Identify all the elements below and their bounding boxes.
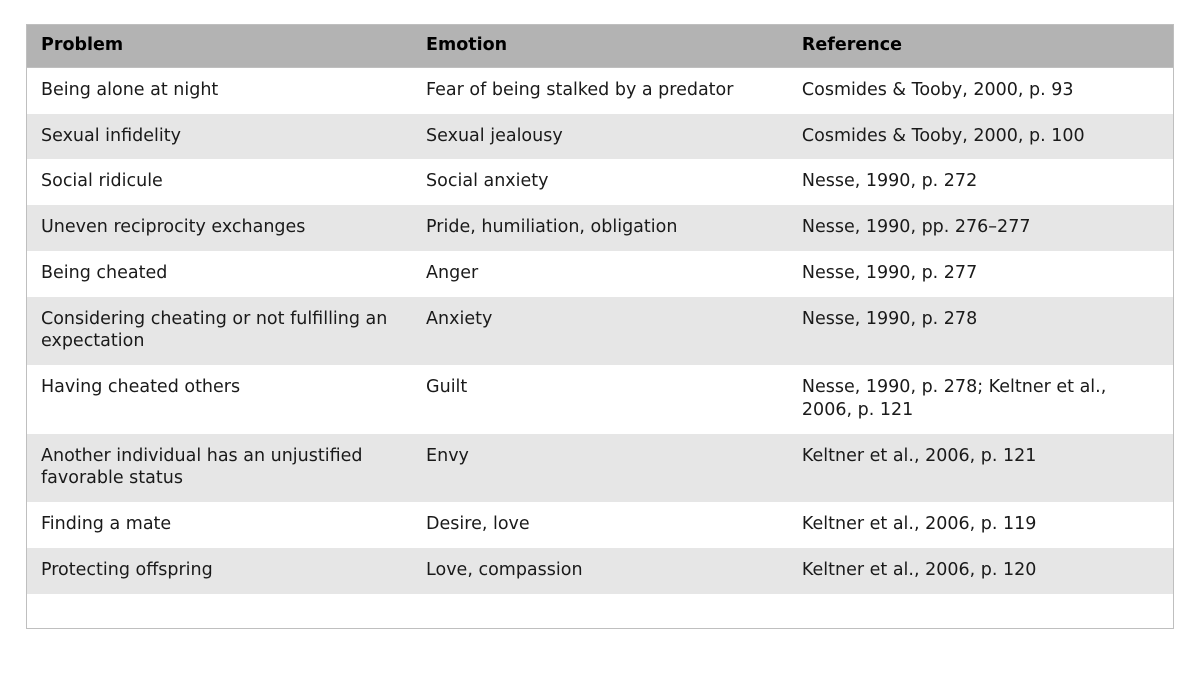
table-row bbox=[27, 548, 1173, 594]
cell-reference: Nesse, 1990, p. 272 bbox=[788, 159, 1173, 205]
column-header-emotion: Emotion bbox=[412, 25, 788, 67]
cell-reference: Nesse, 1990, p. 277 bbox=[788, 251, 1173, 297]
cell-reference: Cosmides & Tooby, 2000, p. 100 bbox=[788, 114, 1173, 160]
data-table bbox=[27, 25, 1173, 594]
cell-reference: Keltner et al., 2006, p. 121 bbox=[788, 434, 1173, 503]
cell-emotion: Social anxiety bbox=[412, 159, 788, 205]
cell-emotion: Pride, humiliation, obligation bbox=[412, 205, 788, 251]
cell-problem: Considering cheating or not fulfilling an expectation bbox=[27, 297, 412, 366]
table-row bbox=[27, 502, 1173, 548]
table-header-row bbox=[27, 25, 1173, 67]
cell-emotion: Sexual jealousy bbox=[412, 114, 788, 160]
table-footer-spacer bbox=[27, 594, 1173, 628]
cell-reference: Nesse, 1990, p. 278 bbox=[788, 297, 1173, 366]
column-header-problem: Problem bbox=[27, 25, 412, 67]
cell-emotion: Desire, love bbox=[412, 502, 788, 548]
cell-emotion: Envy bbox=[412, 434, 788, 503]
cell-reference: Nesse, 1990, pp. 276–277 bbox=[788, 205, 1173, 251]
table-row bbox=[27, 434, 1173, 503]
table-header bbox=[27, 25, 1173, 67]
cell-reference: Cosmides & Tooby, 2000, p. 93 bbox=[788, 67, 1173, 113]
table-row bbox=[27, 67, 1173, 113]
cell-problem: Social ridicule bbox=[27, 159, 412, 205]
table-row bbox=[27, 114, 1173, 160]
cell-problem: Being cheated bbox=[27, 251, 412, 297]
cell-problem: Finding a mate bbox=[27, 502, 412, 548]
cell-emotion: Love, compassion bbox=[412, 548, 788, 594]
cell-emotion: Anger bbox=[412, 251, 788, 297]
cell-emotion: Guilt bbox=[412, 365, 788, 434]
cell-reference: Keltner et al., 2006, p. 120 bbox=[788, 548, 1173, 594]
cell-emotion: Fear of being stalked by a predator bbox=[412, 67, 788, 113]
cell-problem: Another individual has an unjustified favorable status bbox=[27, 434, 412, 503]
problem-emotion-reference-table bbox=[26, 24, 1174, 629]
table-row bbox=[27, 297, 1173, 366]
table-row bbox=[27, 159, 1173, 205]
cell-emotion: Anxiety bbox=[412, 297, 788, 366]
table-row bbox=[27, 365, 1173, 434]
cell-reference: Nesse, 1990, p. 278; Keltner et al., 2006, p. 121 bbox=[788, 365, 1173, 434]
table-body bbox=[27, 67, 1173, 593]
cell-reference: Keltner et al., 2006, p. 119 bbox=[788, 502, 1173, 548]
table-row bbox=[27, 205, 1173, 251]
cell-problem: Protecting offspring bbox=[27, 548, 412, 594]
cell-problem: Sexual infidelity bbox=[27, 114, 412, 160]
cell-problem: Uneven reciprocity exchanges bbox=[27, 205, 412, 251]
column-header-reference: Reference bbox=[788, 25, 1173, 67]
cell-problem: Being alone at night bbox=[27, 67, 412, 113]
cell-problem: Having cheated others bbox=[27, 365, 412, 434]
table-row bbox=[27, 251, 1173, 297]
